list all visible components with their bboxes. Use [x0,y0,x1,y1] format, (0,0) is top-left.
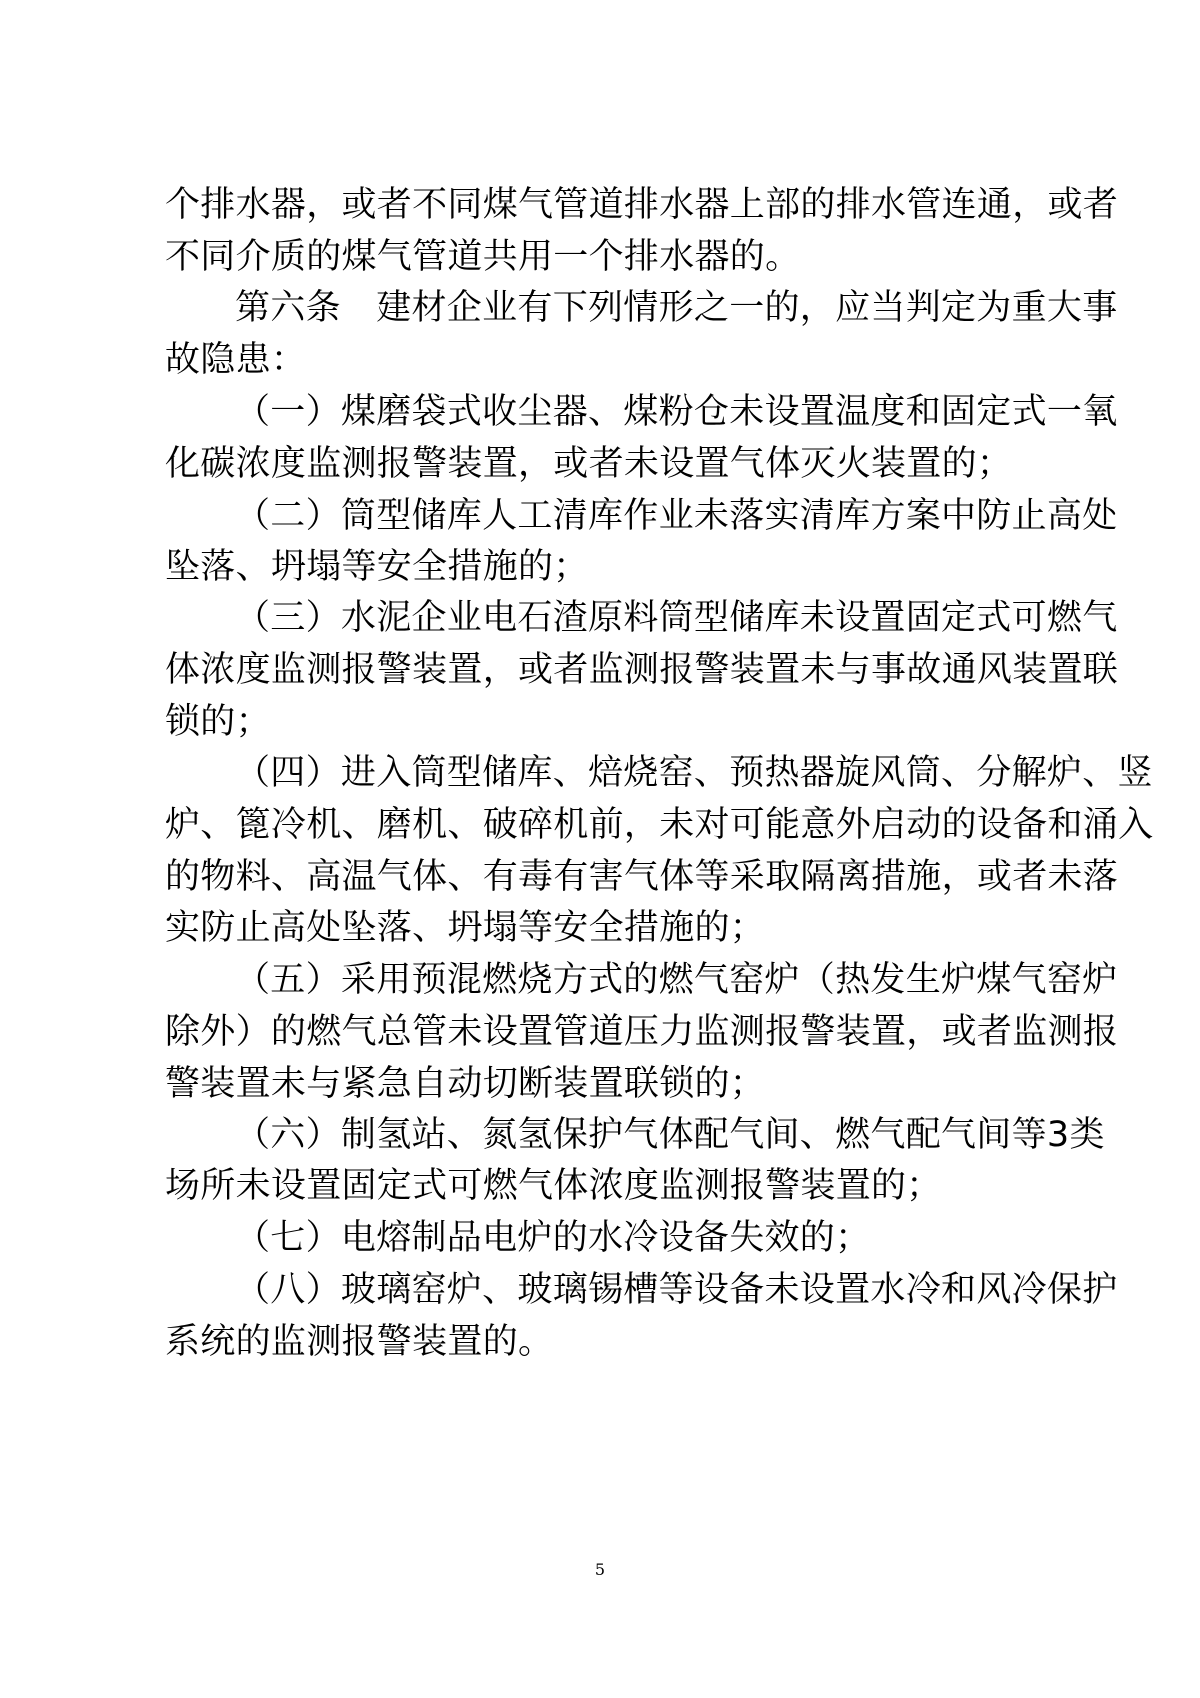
text-line: 实防止高处坠落、坍塌等安全措施的； [165,908,766,948]
text-line: 故隐患： [165,340,307,380]
list-item-line: （三）水泥企业电石渣原料筒型储库未设置固定式可燃气 [235,598,1118,638]
list-item-line: （六）制氢站、氮氢保护气体配气间、燃气配气间等3类 [235,1115,1105,1155]
text-line: 除外）的燃气总管未设置管道压力监测报警装置，或者监测报 [165,1012,1119,1052]
list-item-line: （一）煤磨袋式收尘器、煤粉仓未设置温度和固定式一氧 [235,392,1118,432]
list-item-line: （四）进入筒型储库、焙烧窑、预热器旋风筒、分解炉、竖 [235,753,1153,793]
text-line: 体浓度监测报警装置，或者监测报警装置未与事故通风装置联 [165,650,1119,690]
text-line: 个排水器，或者不同煤气管道排水器上部的排水管连通，或者 [165,185,1119,225]
list-item-line: （八）玻璃窑炉、玻璃锡槽等设备未设置水冷和风冷保护 [235,1270,1118,1310]
list-item-line: （七）电熔制品电炉的水冷设备失效的； [235,1218,871,1258]
text-line: 锁的； [165,702,271,742]
text-line: 坠落、坍塌等安全措施的； [165,547,589,587]
list-item-line: （二）筒型储库人工清库作业未落实清库方案中防止高处 [235,496,1118,536]
text-line: 警装置未与紧急自动切断装置联锁的； [165,1064,766,1104]
page-number: 5 [594,1560,606,1579]
article-heading-line: 第六条 建材企业有下列情形之一的，应当判定为重大事 [235,288,1118,328]
text-line: 化碳浓度监测报警装置，或者未设置气体灭火装置的； [165,444,1013,484]
text-line: 不同介质的煤气管道共用一个排水器的。 [165,237,801,277]
list-item-line: （五）采用预混燃烧方式的燃气窑炉（热发生炉煤气窑炉 [235,960,1118,1000]
text-line: 炉、篦冷机、磨机、破碎机前，未对可能意外启动的设备和涌入 [165,805,1154,845]
text-line: 的物料、高温气体、有毒有害气体等采取隔离措施，或者未落 [165,857,1119,897]
text-line: 场所未设置固定式可燃气体浓度监测报警装置的； [165,1166,942,1206]
text-line: 系统的监测报警装置的。 [165,1322,554,1362]
